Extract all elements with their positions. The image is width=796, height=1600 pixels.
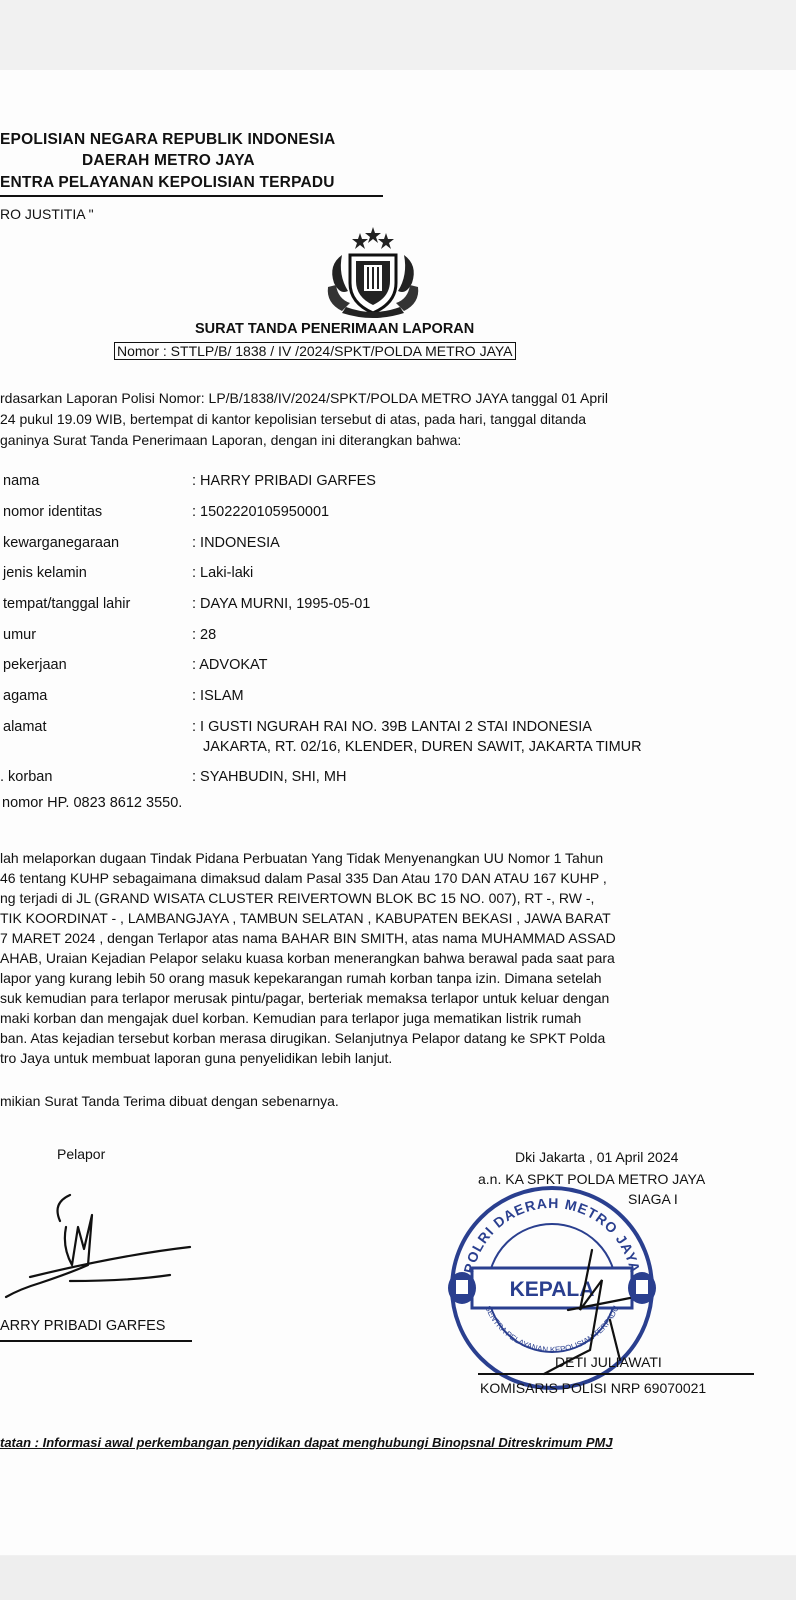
header-line-1: EPOLISIAN NEGARA REPUBLIK INDONESIA: [0, 131, 336, 148]
report-line-1: lah melaporkan dugaan Tindak Pidana Perbuatan Yang Tidak Menyenangkan UU Nomor 1 Tahun: [0, 850, 604, 866]
place-date: Dki Jakarta , 01 April 2024: [515, 1149, 679, 1165]
officer-name-underline: [478, 1373, 754, 1375]
report-document: [0, 70, 796, 1555]
document-number: Nomor : STTLP/B/ 1838 / IV /2024/SPKT/POLDA METRO JAYA: [114, 342, 516, 360]
field-label-nama: nama: [3, 473, 40, 489]
footer-note: tatan : Informasi awal perkembangan penyidikan dapat menghubungi Binopsnal Ditreskrimum PMJ: [0, 1435, 613, 1450]
reporter-role: Pelapor: [57, 1146, 106, 1162]
document-title: SURAT TANDA PENERIMAAN LAPORAN: [195, 321, 475, 337]
header-line-2: DAERAH METRO JAYA: [82, 152, 255, 169]
reporter-signature-icon: [0, 1185, 200, 1315]
report-line-11: tro Jaya untuk membuat laporan guna penyelidikan lebih lanjut.: [0, 1050, 393, 1066]
field-label-korban: . korban: [0, 769, 53, 785]
field-value-pekerjaan: : ADVOKAT: [192, 657, 268, 673]
stamp-center-text: KEPALA: [509, 1278, 595, 1301]
intro-line-1: rdasarkan Laporan Polisi Nomor: LP/B/1838/IV/2024/SPKT/POLDA METRO JAYA tanggal 01 April: [0, 390, 609, 406]
report-line-7: lapor yang kurang lebih 50 orang masuk kepekarangan rumah korban tanpa izin. Dimana setelah: [0, 970, 602, 986]
officer-name: DETI JULIAWATI: [555, 1354, 662, 1370]
reporter-name-underline: [0, 1340, 192, 1342]
intro-line-3: ganinya Surat Tanda Penerimaan Laporan, dengan ini diterangkan bahwa:: [0, 432, 462, 448]
intro-line-2: 24 pukul 19.09 WIB, bertempat di kantor kepolisian tersebut di atas, pada hari, tanggal ditanda: [0, 411, 587, 427]
field-value-umur: : 28: [192, 627, 217, 643]
field-label-alamat: alamat: [3, 719, 47, 735]
report-line-9: maki korban dan mengajak duel korban. Kemudian para terlapor juga mematikan listrik rumah: [0, 1010, 582, 1026]
field-value-tempat-tanggal-lahir: : DAYA MURNI, 1995-05-01: [192, 596, 371, 612]
field-label-nomor-identitas: nomor identitas: [3, 504, 103, 520]
pro-justitia: RO JUSTITIA ": [0, 206, 94, 222]
bottom-strip: [0, 1556, 796, 1600]
field-value-korban: : SYAHBUDIN, SHI, MH: [192, 769, 347, 785]
report-line-10: ban. Atas kejadian tersebut korban merasa dirugikan. Selanjutnya Pelapor datang ke SPKT Polda: [0, 1030, 606, 1046]
report-line-2: 46 tentang KUHP sebagaimana dimaksud dalam Pasal 335 Dan Atau 170 DAN ATAU 167 KUHP ,: [0, 870, 607, 886]
stamp-bottom-text: SENTRA PELAYANAN KEPOLISIAN TERPADU: [483, 1304, 621, 1355]
stamp-outer-text: POLRI DAERAH METRO JAYA: [460, 1194, 644, 1275]
officer-rank: KOMISARIS POLISI NRP 69070021: [480, 1380, 707, 1396]
field-value-nomor-identitas: : 1502220105950001: [192, 504, 330, 520]
field-value-kewarganegaraan: : INDONESIA: [192, 535, 280, 551]
reporter-name: ARRY PRIBADI GARFES: [0, 1318, 166, 1334]
field-value-alamat: : I GUSTI NGURAH RAI NO. 39B LANTAI 2 STAI INDONESIA: [192, 719, 592, 735]
report-line-6: AHAB, Uraian Kejadian Pelapor selaku kuasa korban menerangkan bahwa berawal pada saat para: [0, 950, 615, 966]
field-label-jenis-kelamin: jenis kelamin: [3, 565, 87, 581]
field-label-umur: umur: [3, 627, 37, 643]
field-label-agama: agama: [3, 688, 48, 704]
header-line-3: ENTRA PELAYANAN KEPOLISIAN TERPADU: [0, 174, 335, 191]
field-value-jenis-kelamin: : Laki-laki: [192, 565, 254, 581]
unit-name: SIAGA I: [628, 1191, 678, 1207]
field-label-kewarganegaraan: kewarganegaraan: [3, 535, 120, 551]
report-line-3: ng terjadi di JL (GRAND WISATA CLUSTER REIVERTOWN BLOK BC 15 NO. 007), RT -, RW -,: [0, 890, 595, 906]
closing-statement: mikian Surat Tanda Terima dibuat dengan sebenarnya.: [0, 1093, 339, 1109]
field-value-agama: : ISLAM: [192, 688, 244, 704]
report-line-4: TIK KOORDINAT - , LAMBANGJAYA , TAMBUN SELATAN , KABUPATEN BEKASI , JAWA BARAT: [0, 910, 611, 926]
header-divider: [0, 195, 383, 197]
report-line-8: suk kemudian para terlapor merusak pintu/pagar, berteriak memaksa terlapor untuk keluar dengan: [0, 990, 610, 1006]
police-emblem-icon: [320, 225, 426, 325]
field-value-nama: : HARRY PRIBADI GARFES: [192, 473, 376, 489]
field-value-alamat-line-2: JAKARTA, RT. 02/16, KLENDER, DUREN SAWIT, JAKARTA TIMUR: [203, 739, 642, 755]
on-behalf-of: a.n. KA SPKT POLDA METRO JAYA: [478, 1171, 706, 1187]
phone-line: nomor HP. 0823 8612 3550.: [2, 795, 183, 811]
field-label-tempat-tanggal-lahir: tempat/tanggal lahir: [3, 596, 131, 612]
report-line-5: 7 MARET 2024 , dengan Terlapor atas nama BAHAR BIN SMITH, atas nama MUHAMMAD ASSAD: [0, 930, 616, 946]
field-label-pekerjaan: pekerjaan: [3, 657, 67, 673]
